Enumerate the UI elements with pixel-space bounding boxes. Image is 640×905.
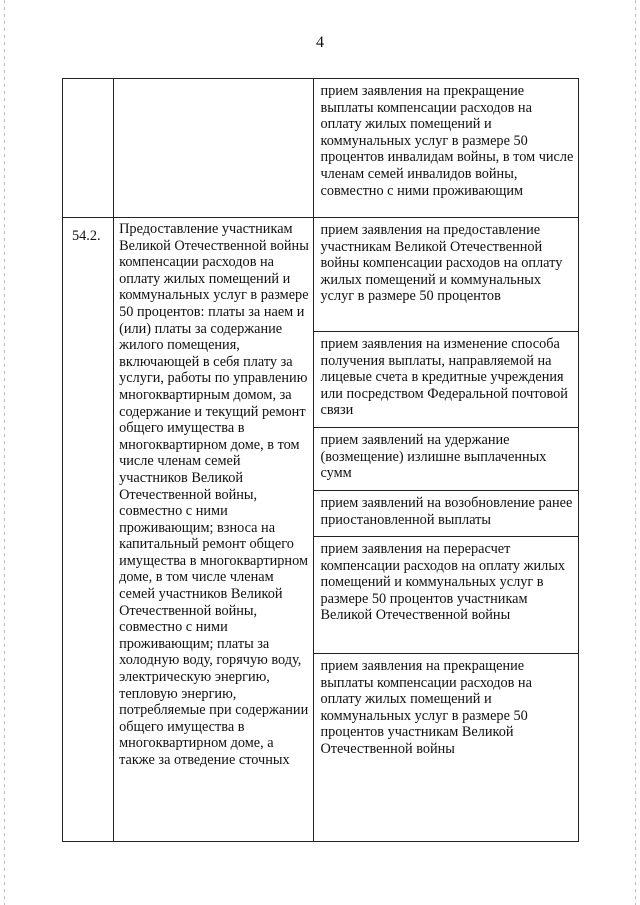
row-number [63,79,113,89]
service-name [114,79,313,82]
subservice-item [314,332,578,428]
subservice-item [314,491,578,537]
service-name-cell [114,218,314,842]
scan-left-edge [4,0,5,905]
scan-right-edge [635,0,636,905]
subservice-item [314,79,578,217]
subservice-text: прием заявления на изменение способа получения выплаты, направляемой на лицевые счета в кредитные учреждения или посредством Федеральной почтовой связи [320,336,568,419]
row-number-cell [63,218,114,842]
subservice-text: прием заявления на прекращение выплаты компенсации расходов на оплату жилых помещений и коммунальных услуг в размере 50 процентов участникам Великой Отечественной войны [320,658,532,757]
service-name: Предоставление участникам Великой Отечественной войны компенсации расходов на оплату жилых помещений и коммунальных услуг в размере 50 процентов: платы за наем и (или) платы за содержание жилого помещения, включающей в себя плату за услуги, работы по управлению многоквартирным домом, за содержание и текущий ремонт общего имущества в многоквартирном доме, в том числе членам семей участников Великой Отечественной войны, совместно с ними проживающим; взноса на капитальный ремонт общего имущества в многоквартирном доме, в том числе членам семей участников Великой Отечественной войны, совместно с ними проживающим; платы за холодную воду, горячую воду, электрическую энергию, тепловую энергию, потребляемые при содержании общего имущества в многоквартирном доме, а также за отведение сточных [119,221,309,768]
subservice-item [314,218,578,332]
subservice-item [314,537,578,654]
subservice-text: прием заявления на предоставление участникам Великой Отечественной войны компенсации расходов на оплату жилых помещений и коммунальных услуг в размере 50 процентов [320,222,563,305]
subservices-cell [314,79,579,218]
subservice-text: прием заявлений на возобновление ранее приостановленной выплаты [320,495,573,528]
subservice-text: прием заявлений на удержание (возмещение) излишне выплаченных сумм [320,432,547,482]
subservice-item [314,654,578,840]
service-name-cell [114,79,314,218]
row-number: 54.2. [72,228,101,244]
subservice-text: прием заявления на перерасчет компенсации расходов на оплату жилых помещений и коммунальных услуг в размере 50 процентов участникам Великой Отечественной войны [320,541,566,624]
page-number: 4 [316,34,324,51]
subservice-text: прием заявления на прекращение выплаты компенсации расходов на оплату жилых помещений и коммунальных услуг в размере 50 процентов инвалидам войны, в том числе членам семей инвалидов войны, совместно с ними проживающим [320,83,574,199]
subservices-cell [314,218,579,842]
services-table [62,78,579,842]
table-row [63,218,579,842]
table-row [63,79,579,218]
subservice-item [314,428,578,491]
row-number-cell [63,79,114,218]
